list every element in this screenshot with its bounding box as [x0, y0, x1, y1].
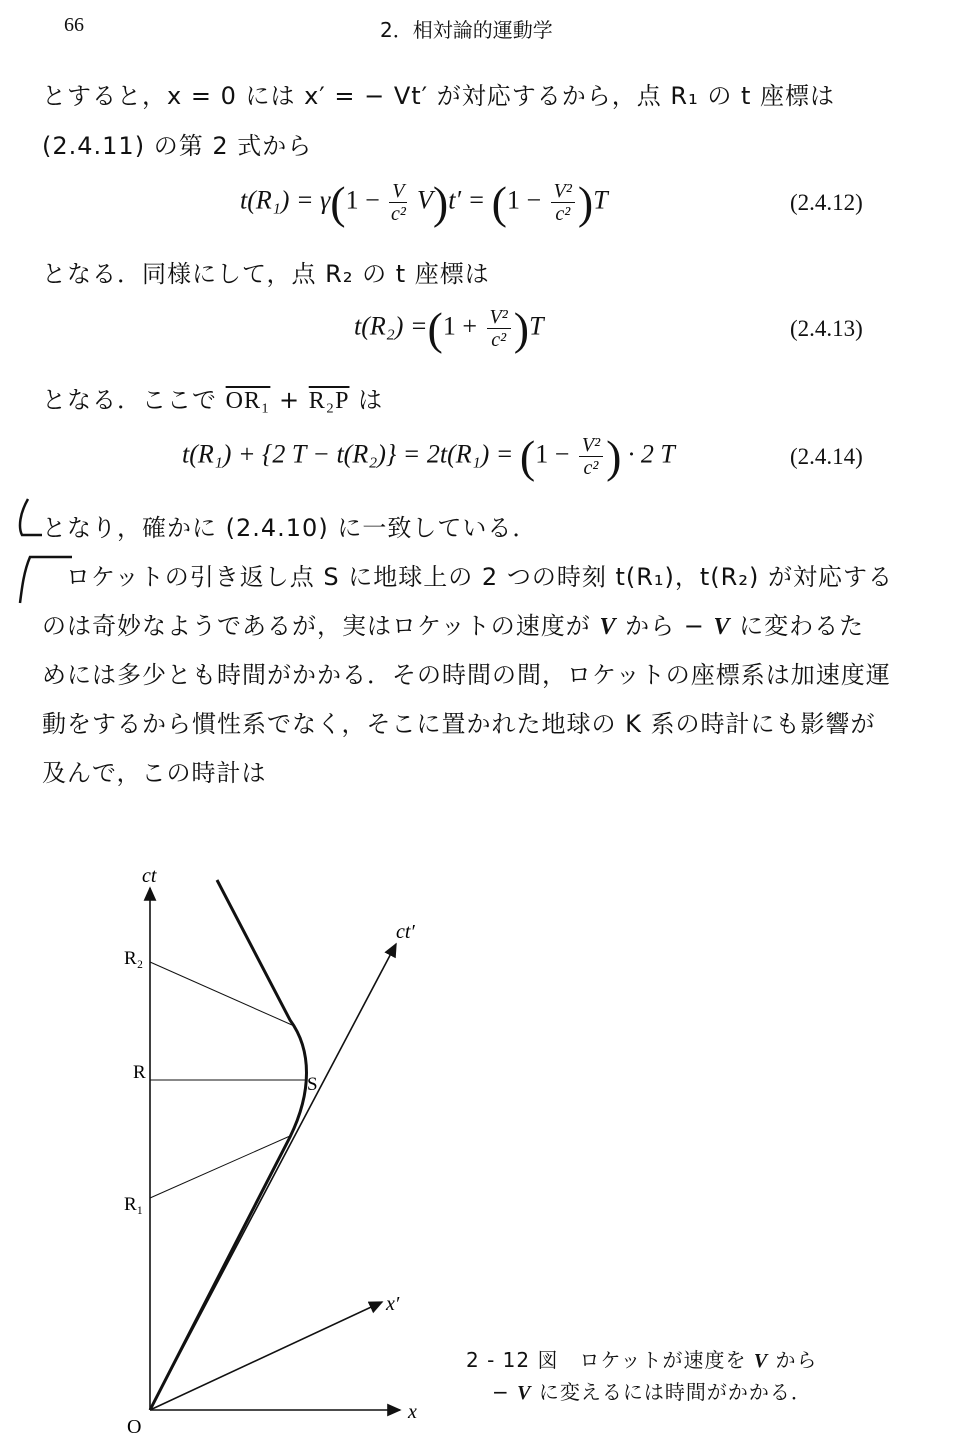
label-ct-prime: ct′: [396, 921, 415, 943]
equation-2-4-13: t(R₂) =(1 + $\frac{\text{V²}}{\text{c²}}$ )T: [354, 303, 544, 354]
eq-term: 1 −: [345, 185, 380, 215]
equation-number: (2.4.12): [790, 190, 863, 215]
equation-number: (2.4.13): [790, 316, 863, 341]
running-head: 2．相対論的運動学: [380, 18, 553, 42]
fraction: $\frac{\text{V²}}{\text{c²}}$: [487, 306, 511, 351]
label-r: R: [133, 1062, 146, 1083]
segment-or1: OR₁: [225, 388, 271, 414]
label-r1: R₁: [124, 1194, 144, 1215]
label-origin: O: [127, 1416, 142, 1438]
label-x: x: [408, 1401, 417, 1423]
paragraph-line: 及んで，この時計は: [42, 759, 267, 787]
simultaneity-line-r1: [150, 1136, 290, 1198]
figure-caption-line: 2 - 12 図 ロケットが速度を V から: [466, 1348, 818, 1372]
label-s: S: [307, 1074, 318, 1095]
paragraph-line: とすると，x = 0 には x′ = − Vt′ が対応するから，点 R₁ の t 座標は: [42, 82, 835, 110]
fraction: $\frac{\text{V²}}{\text{c²}}$: [551, 180, 575, 225]
paragraph-line: のは奇妙なようであるが，実はロケットの速度が V から − V に変わるた: [42, 612, 865, 640]
rocket-worldline: [150, 880, 307, 1410]
segment-r2p: R₂P: [308, 388, 350, 414]
paragraph-line: ロケットの引き返し点 S に地球上の 2 つの時刻 t(R₁)，t(R₂) が対応する: [66, 563, 893, 591]
paragraph-line: (2.4.11) の第 2 式から: [42, 132, 313, 160]
label-r2: R₂: [124, 948, 144, 969]
simultaneity-line-r2: [150, 962, 292, 1025]
eq-lhs: t(R₁) = γ: [240, 185, 331, 215]
paragraph-line: めには多少とも時間がかかる．その時間の間，ロケットの座標系は加速度運: [42, 661, 891, 689]
x-prime-axis: [150, 1302, 382, 1410]
equation-2-4-12: t(R₁) = γ(1 − $\frac{V}{\text{c²}}$ V)t′ = (1 − $\frac{\text{V²}}{\text{c²}}$ )T: [240, 177, 608, 228]
paragraph-line: となる．同様にして，点 R₂ の t 座標は: [42, 260, 490, 288]
paragraph-line: となり，確かに (2.4.10) に一致している．: [42, 514, 538, 542]
figure-caption-line: − V に変えるには時間がかかる．: [492, 1380, 812, 1404]
equation-number: (2.4.14): [790, 444, 863, 469]
fraction: $\frac{\text{V²}}{\text{c²}}$: [579, 434, 603, 479]
label-ct: ct: [142, 865, 157, 887]
page-number: 66: [64, 14, 84, 36]
label-x-prime: x′: [386, 1293, 400, 1315]
equation-2-4-14: t(R₁) + {2 T − t(R₂)} = 2t(R₁) = (1 − $\frac{\text{V²}}{\text{c²}}$ ) · 2 T: [182, 431, 675, 482]
fraction: $\frac{V}{\text{c²}}$: [390, 180, 406, 225]
paragraph-line: となる．ここで OR₁ + R₂P は: [42, 386, 384, 414]
paragraph-line: 動をするから慣性系でなく，そこに置かれた地球の K 系の時計にも影響が: [42, 710, 876, 738]
